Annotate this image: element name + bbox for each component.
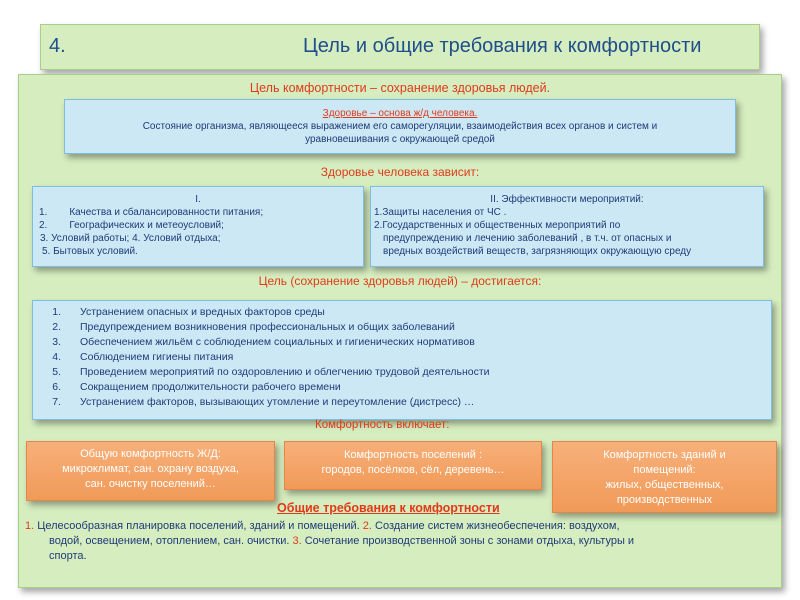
factors-left-heading: I. [195,194,201,205]
goal-suffix: сохранение здоровья людей. [380,81,551,95]
title-number: 4. [49,35,66,57]
factors-left-line-4: 5. Бытовых условий. [42,246,138,257]
comfort-box-general-line3: сан. очистку поселений… [85,478,216,490]
achieved-heading: Цель (сохранение здоровья людей) – достигается: [258,274,542,288]
main-panel [18,74,782,588]
list-item: 6. Сокращением продолжительности рабочего времени [52,381,341,393]
goal-line [19,81,781,95]
factors-right-line-4: вредных воздействий веществ, загрязняющих окружающую среду [383,246,692,257]
comfort-box-buildings-line2: помещений: [633,464,696,476]
factors-left-line-3: 3. Условий работы; 4. Условий отдыха; [40,233,221,244]
list-item: 1. Устранением опасных и вредных факторов среды [52,306,325,318]
goal-prefix: Цель комфортности – [249,81,381,95]
comfort-box-buildings-line3: жилых, общественных, [605,479,724,491]
requirements-line-1: 1. Целесообразная планировка поселений, зданий и помещений. 2. Создание систем жизнеобеспечения: воздухом, [25,520,620,532]
health-line2: Состояние организма, являющееся выражением его саморегуляции, взаимодействия всех органов и систем и [142,121,658,132]
requirements-text [25,519,775,564]
comfort-box-general-line2: микроклимат, сан. охрану воздуха, [62,463,239,475]
factors-right-heading: II. Эффективности мероприятий: [490,194,644,205]
list-item: 7. Устранением факторов, вызывающих утомление и переутомление (дистресс) … [52,396,475,408]
factors-right-box [370,186,764,267]
list-item: 2. Предупреждением возникновения профессиональных и общих заболеваний [52,321,455,333]
requirements-line-3: спорта. [49,550,87,562]
factors-right-line-1: 1.Защиты населения от ЧС . [374,207,507,218]
comfort-box-settlements-line2: городов, посёлков, сёл, деревень… [321,464,505,476]
health-line1: Здоровье – основа ж/д человека. [322,108,478,119]
factors-left-item-2: 2. Географических и метеоусловий; [39,220,224,231]
comfort-box-buildings [552,441,777,513]
factors-left-box [32,186,364,267]
general-requirements-heading: Общие требования к комфортности [277,501,500,515]
factors-right-line-3: предупреждению и лечению заболеваний , в т.ч. от опасных и [383,233,672,244]
includes-heading: Комфортность включает: [315,419,450,431]
list-item: 4. Соблюдением гигиены питания [52,351,234,363]
comfort-box-general [26,441,275,501]
comfort-box-buildings-line1: Комфортность зданий и [603,449,726,461]
comfort-box-settlements [284,441,542,490]
comfort-box-general-line1: Общую комфортность Ж/Д: [80,448,221,460]
page-title: Цель и общие требования к комфортности [303,35,702,57]
comfort-box-buildings-line4: производственных [616,494,713,506]
comfort-box-settlements-line1: Комфортность поселений : [343,449,483,461]
title-bar [40,24,760,70]
achieved-list-box [32,300,772,420]
health-definition-box [64,99,736,154]
requirements-line-2: водой, освещением, отоплением, сан. очистки. 3. Сочетание производственной зоны с зонами отдыха, культуры и [49,535,635,547]
factors-right-line-2: 2.Государственных и общественных мероприятий по [374,220,621,231]
list-item: 5. Проведением мероприятий по оздоровлению и облегчению трудовой деятельности [52,366,490,378]
factors-left-item-1: 1. Качества и сбалансированности питания; [39,207,264,218]
depends-heading: Здоровье человека зависит: [320,165,480,179]
health-line3: уравновешивания с окружающей средой [305,134,495,145]
list-item: 3. Обеспечением жильём с соблюдением социальных и гигиенических нормативов [52,336,475,348]
